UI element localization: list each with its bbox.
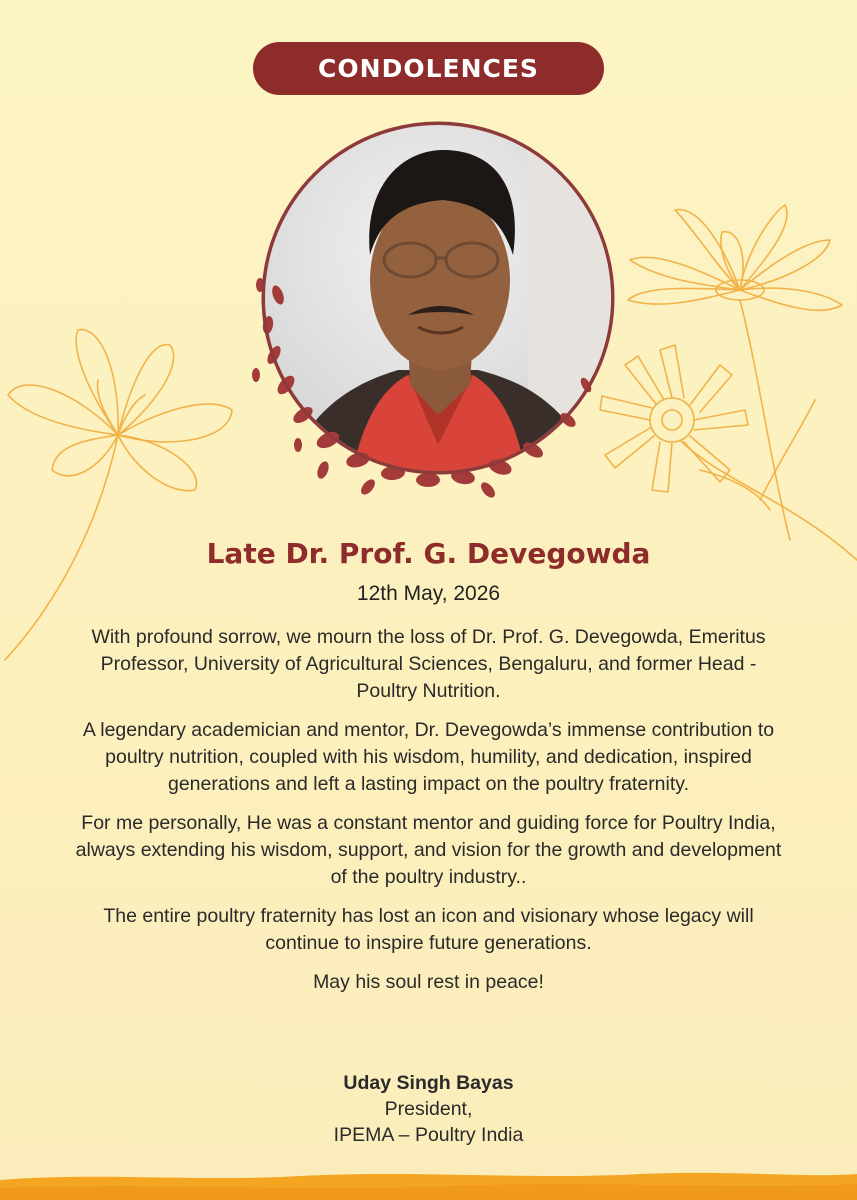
message-paragraph: A legendary academician and mentor, Dr. Devegowda’s immense contribution to poultry nutrition, coupled with his wisdom, humility, and dedication, inspired generations and left a lasting impact on the poultry fraternity. (82, 719, 775, 795)
memorial-date: 12th May, 2026 (356, 582, 501, 605)
flower-daisy-icon (600, 345, 857, 560)
person-name: Late Dr. Prof. G. Devegowda (206, 537, 651, 570)
flower-lily-icon (5, 330, 232, 660)
bottom-brush-band (0, 1168, 857, 1200)
flower-daisy-icon (628, 205, 842, 540)
signature-block (0, 1070, 857, 1148)
condolences-banner (253, 42, 604, 95)
signer-title: President, (384, 1098, 473, 1120)
closing-line: May his soul rest in peace! (313, 971, 544, 993)
portrait-photo (238, 115, 618, 500)
portrait-frame (238, 115, 618, 500)
signer-organization: IPEMA – Poultry India (333, 1124, 524, 1146)
signer-name: Uday Singh Bayas (343, 1072, 514, 1094)
message-paragraph: The entire poultry fraternity has lost an icon and visionary whose legacy will continue to inspire future generations. (103, 905, 754, 954)
message-paragraph: For me personally, He was a constant mentor and guiding force for Poultry India, always extending his wisdom, support, and vision for the growth and development of the poultry industry.. (75, 812, 782, 888)
banner-title: CONDOLENCES (318, 54, 539, 83)
condolence-message (70, 624, 787, 1008)
message-paragraph: With profound sorrow, we mourn the loss of Dr. Prof. G. Devegowda, Emeritus Professor, University of Agricultural Sciences, Bengaluru, and former Head - Poultry Nutrition. (91, 626, 766, 702)
